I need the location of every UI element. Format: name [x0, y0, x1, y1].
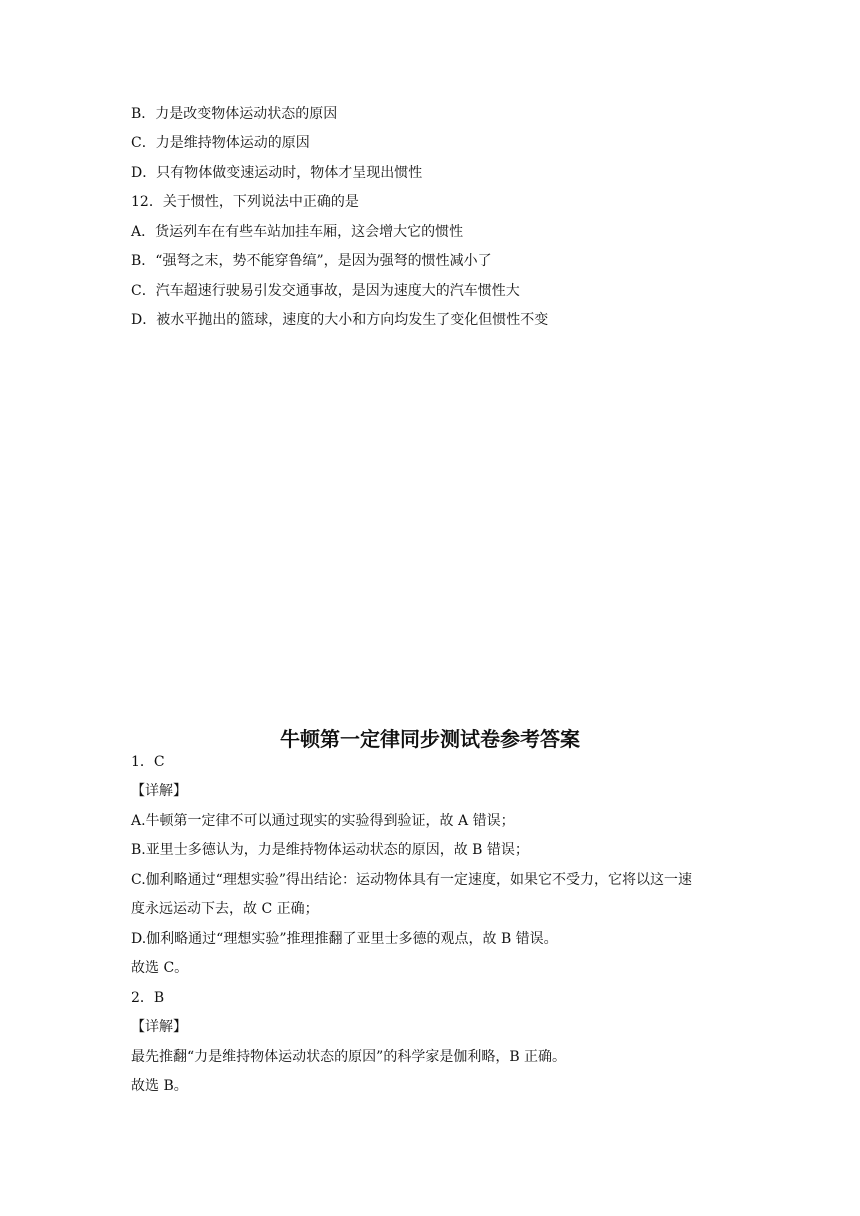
q12-option-c: C．汽车超速行驶易引发交通事故，是因为速度大的汽车惯性大 [131, 283, 520, 299]
q12-option-b: B．“强弩之末，势不能穿鲁缟”，是因为强弩的惯性减小了 [131, 253, 492, 269]
answer-2: 2．B [131, 990, 165, 1006]
answer-1-detail-label: 【详解】 [131, 783, 187, 799]
q11-option-b: B．力是改变物体运动状态的原因 [131, 106, 338, 122]
answer-1-line-d: D.伽利略通过“理想实验”推理推翻了亚里士多德的观点，故 B 错误。 [131, 931, 558, 947]
answer-1: 1．C [131, 754, 165, 770]
q12-option-a: A．货运列车在有些车站加挂车厢，这会增大它的惯性 [131, 224, 464, 240]
answer-1-line-a: A.牛顿第一定律不可以通过现实的实验得到验证，故 A 错误； [131, 813, 515, 829]
answer-key-title: 牛顿第一定律同步测试卷参考答案 [280, 727, 580, 751]
answer-1-line-c-cont: 度永远运动下去，故 C 正确； [131, 901, 319, 917]
answer-2-line-1: 最先推翻“力是维持物体运动状态的原因”的科学家是伽利略，B 正确。 [131, 1049, 567, 1065]
answer-1-line-b: B.亚里士多德认为，力是维持物体运动状态的原因，故 B 错误； [131, 842, 529, 858]
answer-1-line-c: C.伽利略通过“理想实验”得出结论：运动物体具有一定速度，如果它不受力，它将以这一速 [131, 872, 692, 888]
answer-2-detail-label: 【详解】 [131, 1019, 187, 1035]
answer-2-conclusion: 故选 B。 [131, 1078, 188, 1094]
q12-option-d: D．被水平抛出的篮球，速度的大小和方向均发生了变化但惯性不变 [131, 312, 549, 328]
q12-stem: 12．关于惯性，下列说法中正确的是 [131, 194, 359, 210]
q11-option-d: D．只有物体做变速运动时，物体才呈现出惯性 [131, 165, 423, 181]
answer-1-conclusion: 故选 C。 [131, 960, 189, 976]
q11-option-c: C．力是维持物体运动的原因 [131, 135, 310, 151]
